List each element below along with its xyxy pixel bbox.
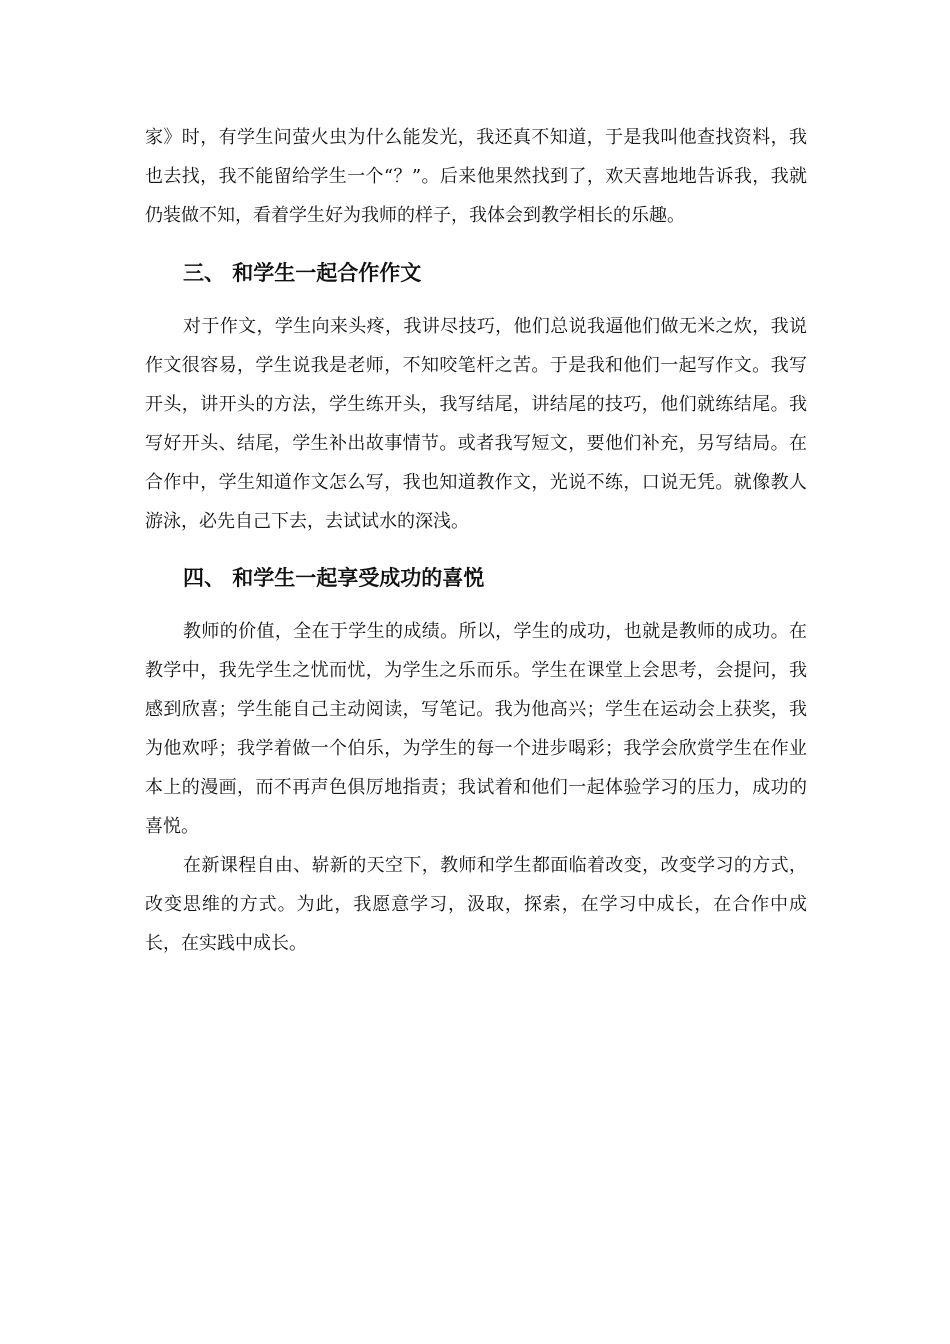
- section-heading-3: 三、 和学生一起合作作文: [183, 261, 422, 285]
- section-heading-4: 四、 和学生一起享受成功的喜悦: [183, 566, 485, 590]
- paragraph-writing-cooperation: 对于作文，学生向来头疼，我讲尽技巧，他们总说我逼他们做无米之炊，我说作文很容易，学生说我是老师，不知咬笔杆之苦。于是我和他们一起写作文。我写开头，讲开头的方法，学生练开头，我写结尾，讲结尾的技巧，他们就练结尾。我写好开头、结尾，学生补出故事情节。或者我写短文，要他们补充，另写结局。在合作中，学生知道作文怎么写，我也知道教作文，光说不练，口说无凭。就像教人游泳，必先自己下去，去试试水的深浅。: [145, 316, 807, 532]
- paragraph-teacher-value: 教师的价值，全在于学生的成绩。所以，学生的成功，也就是教师的成功。在教学中，我先学生之忧而忧，为学生之乐而乐。学生在课堂上会思考，会提问，我感到欣喜；学生能自己主动阅读，写笔记。我为他高兴；学生在运动会上获奖，我为他欢呼；我学着做一个伯乐，为学生的每一个进步喝彩；我学会欣赏学生在作业本上的漫画，而不再声色俱厉地指责；我试着和他们一起体验学习的压力，成功的喜悦。: [145, 621, 807, 837]
- paragraph-continued: 家》时，有学生问萤火虫为什么能发光，我还真不知道，于是我叫他查找资料，我也去找，我不能留给学生一个“？”。后来他果然找到了，欢天喜地地告诉我，我就仍装做不知，看着学生好为我师的样子，我体会到教学相长的乐趣。: [145, 127, 807, 226]
- document-page: [145, 118, 807, 963]
- paragraph-conclusion: 在新课程自由、崭新的天空下，教师和学生都面临着改变，改变学习的方式，改变思维的方式。为此，我愿意学习，汲取，探索，在学习中成长，在合作中成长，在实践中成长。: [145, 855, 807, 954]
